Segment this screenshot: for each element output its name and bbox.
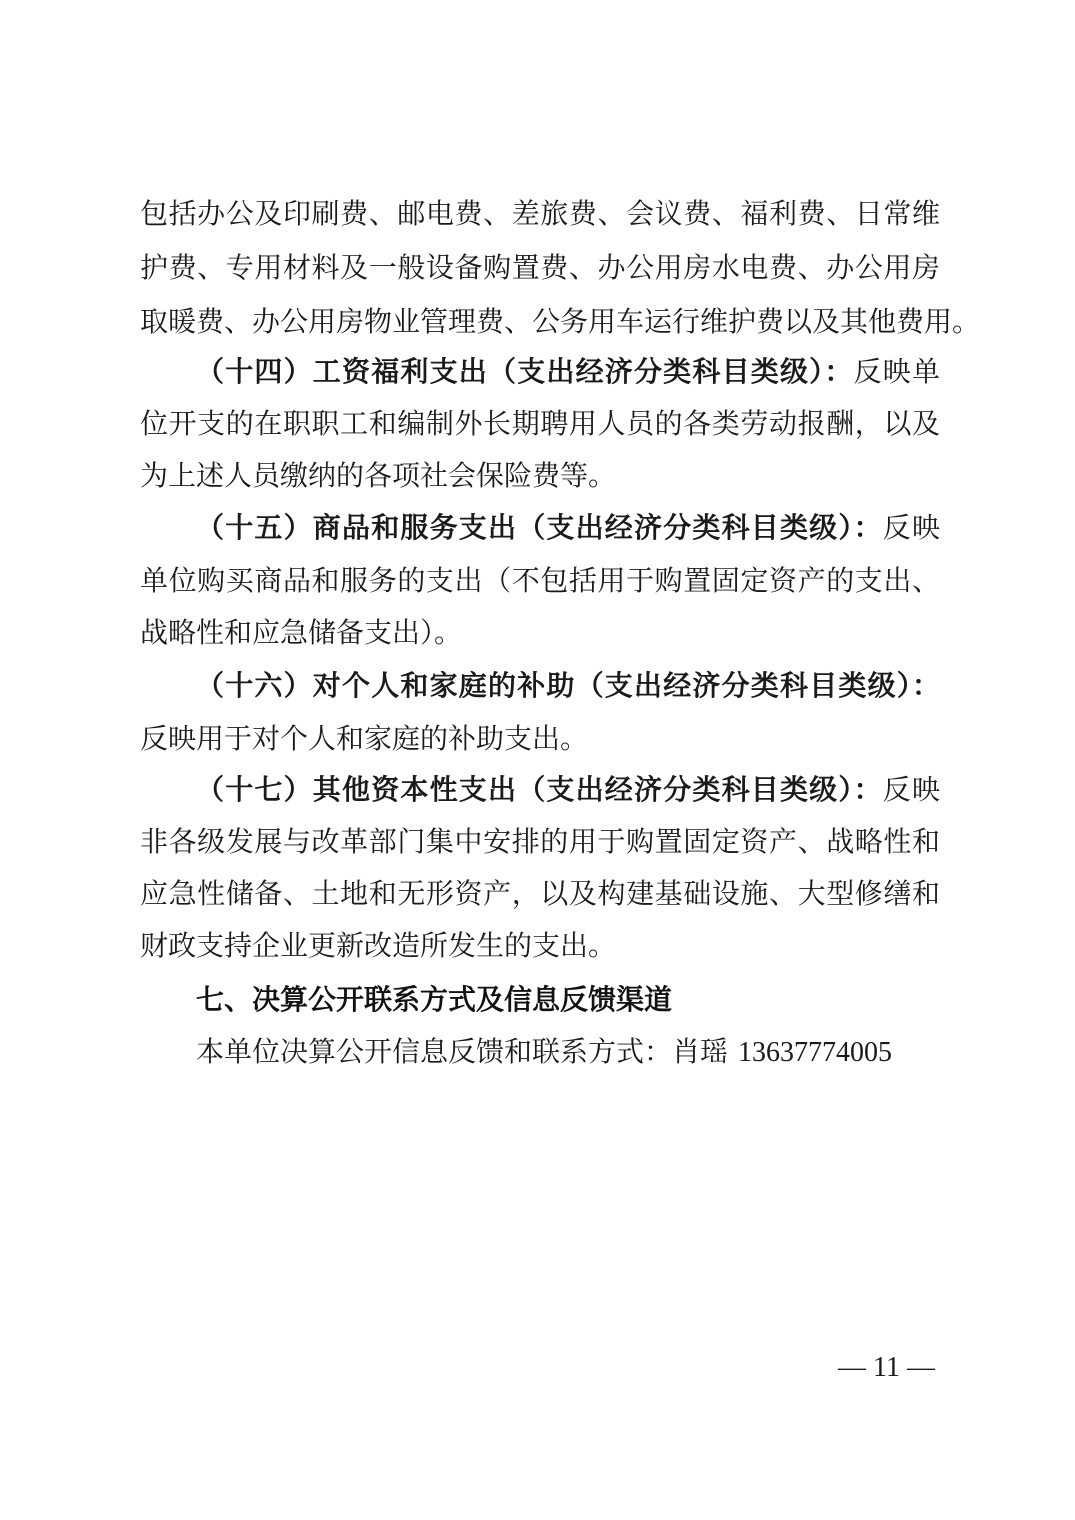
section-heading: 七、决算公开联系方式及信息反馈渠道 <box>196 983 673 1016</box>
item-label: （十六）对个人和家庭的补助（支出经济分类科目类级）： <box>196 669 940 702</box>
item-label: （十四）工资福利支出（支出经济分类科目类级）： <box>196 355 854 388</box>
paragraph-line: 取暖费、办公用房物业管理费、公务用车运行维护费以及其他费用。 <box>140 305 981 338</box>
paragraph-item-14 <box>196 346 940 398</box>
paragraph-item-17 <box>196 764 940 816</box>
paragraph-line: 护费、专用材料及一般设备购置费、办公用房水电费、办公用房 <box>140 251 940 284</box>
paragraph-item-16 <box>196 660 940 712</box>
contact-label: 本单位决算公开信息反馈和联系方式：肖瑶 <box>196 1035 729 1068</box>
contact-phone: 13637774005 <box>738 1037 893 1068</box>
paragraph-line: 包括办公及印刷费、邮电费、差旅费、会议费、福利费、日常维 <box>140 197 940 230</box>
paragraph-text: 反映 <box>882 511 940 544</box>
paragraph-line: 反映用于对个人和家庭的补助支出。 <box>140 722 589 755</box>
paragraph-line: 位开支的在职职工和编制外长期聘用人员的各类劳动报酬，以及 <box>140 407 940 440</box>
paragraph-text: 反映单 <box>853 355 940 388</box>
paragraph-line: 应急性储备、土地和无形资产，以及构建基础设施、大型修缮和 <box>140 877 940 910</box>
paragraph-line: 单位购买商品和服务的支出（不包括用于购置固定资产的支出、 <box>140 564 940 597</box>
contact-line <box>196 1026 892 1078</box>
paragraph-text: 反映 <box>882 773 940 806</box>
paragraph-line: 为上述人员缴纳的各项社会保险费等。 <box>140 459 617 492</box>
item-label: （十五）商品和服务支出（支出经济分类科目类级）： <box>196 511 883 544</box>
paragraph-line: 财政支持企业更新改造所发生的支出。 <box>140 929 617 962</box>
paragraph-line: 战略性和应急储备支出）。 <box>140 616 463 649</box>
page-number: — 11 — <box>838 1352 935 1383</box>
paragraph-item-15 <box>196 502 940 554</box>
item-label: （十七）其他资本性支出（支出经济分类科目类级）： <box>196 773 883 806</box>
paragraph-line: 非各级发展与改革部门集中安排的用于购置固定资产、战略性和 <box>140 825 940 858</box>
